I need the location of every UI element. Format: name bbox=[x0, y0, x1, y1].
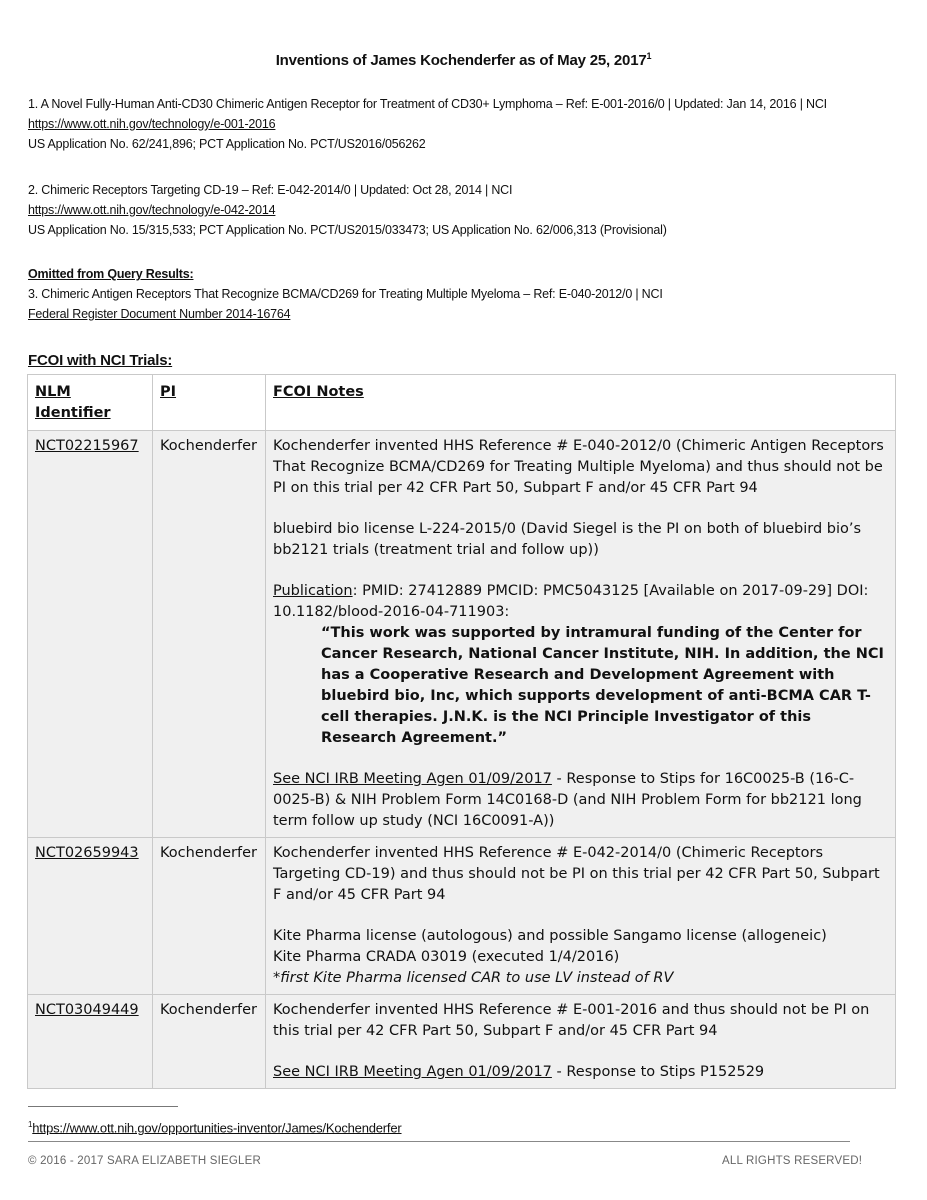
footer-copyright: © 2016 - 2017 SARA ELIZABETH SIEGLER bbox=[28, 1155, 261, 1167]
footnote-divider bbox=[28, 1106, 178, 1107]
notes-cell bbox=[266, 995, 896, 1089]
title-text: Inventions of James Kochenderfer as of May 25, 2017 bbox=[275, 52, 647, 69]
lv-note: *first Kite Pharma licensed CAR to use LV instead of RV bbox=[273, 970, 674, 986]
table-row bbox=[28, 431, 896, 838]
header-fcoi-notes: FCOI Notes bbox=[266, 375, 896, 431]
document-title bbox=[0, 52, 927, 69]
nct-link[interactable]: NCT02659943 bbox=[35, 845, 139, 861]
table-row bbox=[28, 838, 896, 995]
omitted-invention: 3. Chimeric Antigen Receptors That Recognize BCMA/CD269 for Treating Multiple Myeloma – Ref: E-040-2012/0 | NCI bbox=[28, 287, 663, 301]
footer-divider bbox=[28, 1141, 850, 1142]
omitted-section bbox=[28, 264, 908, 324]
notes-cell bbox=[266, 431, 896, 838]
footnote-mark: 1 bbox=[28, 1120, 33, 1129]
pi-cell: Kochenderfer bbox=[153, 431, 266, 838]
irb-meeting-link[interactable]: See NCI IRB Meeting Agen 01/09/2017 bbox=[273, 771, 552, 787]
note-invention: Kochenderfer invented HHS Reference # E-042-2014/0 (Chimeric Receptors Targeting CD-19) and thus should not be PI on this trial per 42 CFR Part 50, Subpart F and/or 45 CFR Part 94 bbox=[273, 845, 880, 903]
crada-line: Kite Pharma CRADA 03019 (executed 1/4/2016) bbox=[273, 949, 620, 965]
invention-2-title: 2. Chimeric Receptors Targeting CD-19 – Ref: E-042-2014/0 | Updated: Oct 28, 2014 | NCI bbox=[28, 183, 513, 197]
invention-2-applications: US Application No. 15/315,533; PCT Application No. PCT/US2015/033473; US Application No. 62/006,313 (Provisional) bbox=[28, 223, 667, 237]
note-invention: Kochenderfer invented HHS Reference # E-040-2012/0 (Chimeric Antigen Receptors That Recognize BCMA/CD269 for Treating Multiple Myeloma) and thus should not be PI on this trial per 42 CFR Part 50, Subpart F and/or 45 CFR Part 94 bbox=[273, 438, 884, 496]
note-invention: Kochenderfer invented HHS Reference # E-001-2016 and thus should not be PI on this trial per 42 CFR Part 50, Subpart F and/or 45 CFR Part 94 bbox=[273, 1002, 870, 1039]
irb-text: - Response to Stips P152529 bbox=[551, 1064, 765, 1080]
invention-1-link[interactable]: https://www.ott.nih.gov/technology/e-001-2016 bbox=[28, 117, 276, 131]
invention-1-title: 1. A Novel Fully-Human Anti-CD30 Chimeric Antigen Receptor for Treatment of CD30+ Lymphoma – Ref: E-001-2016/0 | Updated: Jan 14, 2016 | NCI bbox=[28, 97, 827, 111]
note-license bbox=[273, 926, 888, 989]
footer-rights: ALL RIGHTS RESERVED! bbox=[722, 1155, 863, 1167]
table-row bbox=[28, 995, 896, 1089]
footnote-link[interactable]: https://www.ott.nih.gov/opportunities-inventor/James/Kochenderfer bbox=[32, 1120, 402, 1136]
header-pi: PI bbox=[153, 375, 266, 431]
license-line: Kite Pharma license (autologous) and possible Sangamo license (allogeneic) bbox=[273, 928, 827, 944]
fcoi-table bbox=[27, 374, 896, 1089]
publication-label: Publication bbox=[273, 583, 353, 599]
invention-1-applications: US Application No. 62/241,896; PCT Application No. PCT/US2016/056262 bbox=[28, 137, 426, 151]
irb-meeting-link[interactable]: See NCI IRB Meeting Agen 01/09/2017 bbox=[273, 1064, 552, 1080]
note-irb bbox=[273, 1062, 888, 1083]
header-nlm-identifier: NLM Identifier bbox=[28, 375, 153, 431]
publication-text: : PMID: 27412889 PMCID: PMC5043125 [Available on 2017-09-29] DOI: 10.1182/blood-2016-04-711903: bbox=[273, 583, 869, 620]
note-irb bbox=[273, 769, 888, 832]
note-license: bluebird bio license L-224-2015/0 (David Siegel is the PI on both of bluebird bio’s bb2121 trials (treatment trial and follow up)) bbox=[273, 521, 862, 558]
fcoi-heading: FCOI with NCI Trials: bbox=[28, 352, 173, 369]
invention-2 bbox=[28, 180, 908, 240]
nct-link[interactable]: NCT03049449 bbox=[35, 1002, 139, 1018]
nct-link[interactable]: NCT02215967 bbox=[35, 438, 139, 454]
invention-2-link[interactable]: https://www.ott.nih.gov/technology/e-042-2014 bbox=[28, 203, 276, 217]
note-publication bbox=[273, 581, 888, 623]
pi-cell: Kochenderfer bbox=[153, 838, 266, 995]
federal-register-number: Federal Register Document Number 2014-16764 bbox=[28, 307, 291, 321]
publication-quote: “This work was supported by intramural funding of the Center for Cancer Research, National Cancer Institute, NIH. In addition, the NCI has a Cooperative Research and Development Agreement with bluebird bio, Inc, which supports development of anti-BCMA CAR T-cell therapies. J.N.K. is the NCI Principle Investigator of this Research Agreement.” bbox=[321, 625, 884, 746]
notes-cell bbox=[266, 838, 896, 995]
footnote bbox=[28, 1120, 402, 1135]
irb-text: - Response to Stips for 16C0025-B (16-C-0025-B) & NIH Problem Form 14C0168-D (and NIH Problem Form for bb2121 long term follow up study (NCI 16C0091-A)) bbox=[273, 771, 862, 829]
invention-1 bbox=[28, 94, 908, 154]
title-footnote-mark: 1 bbox=[646, 51, 652, 61]
table-header-row bbox=[28, 375, 896, 431]
pi-cell: Kochenderfer bbox=[153, 995, 266, 1089]
omitted-heading: Omitted from Query Results: bbox=[28, 267, 194, 281]
